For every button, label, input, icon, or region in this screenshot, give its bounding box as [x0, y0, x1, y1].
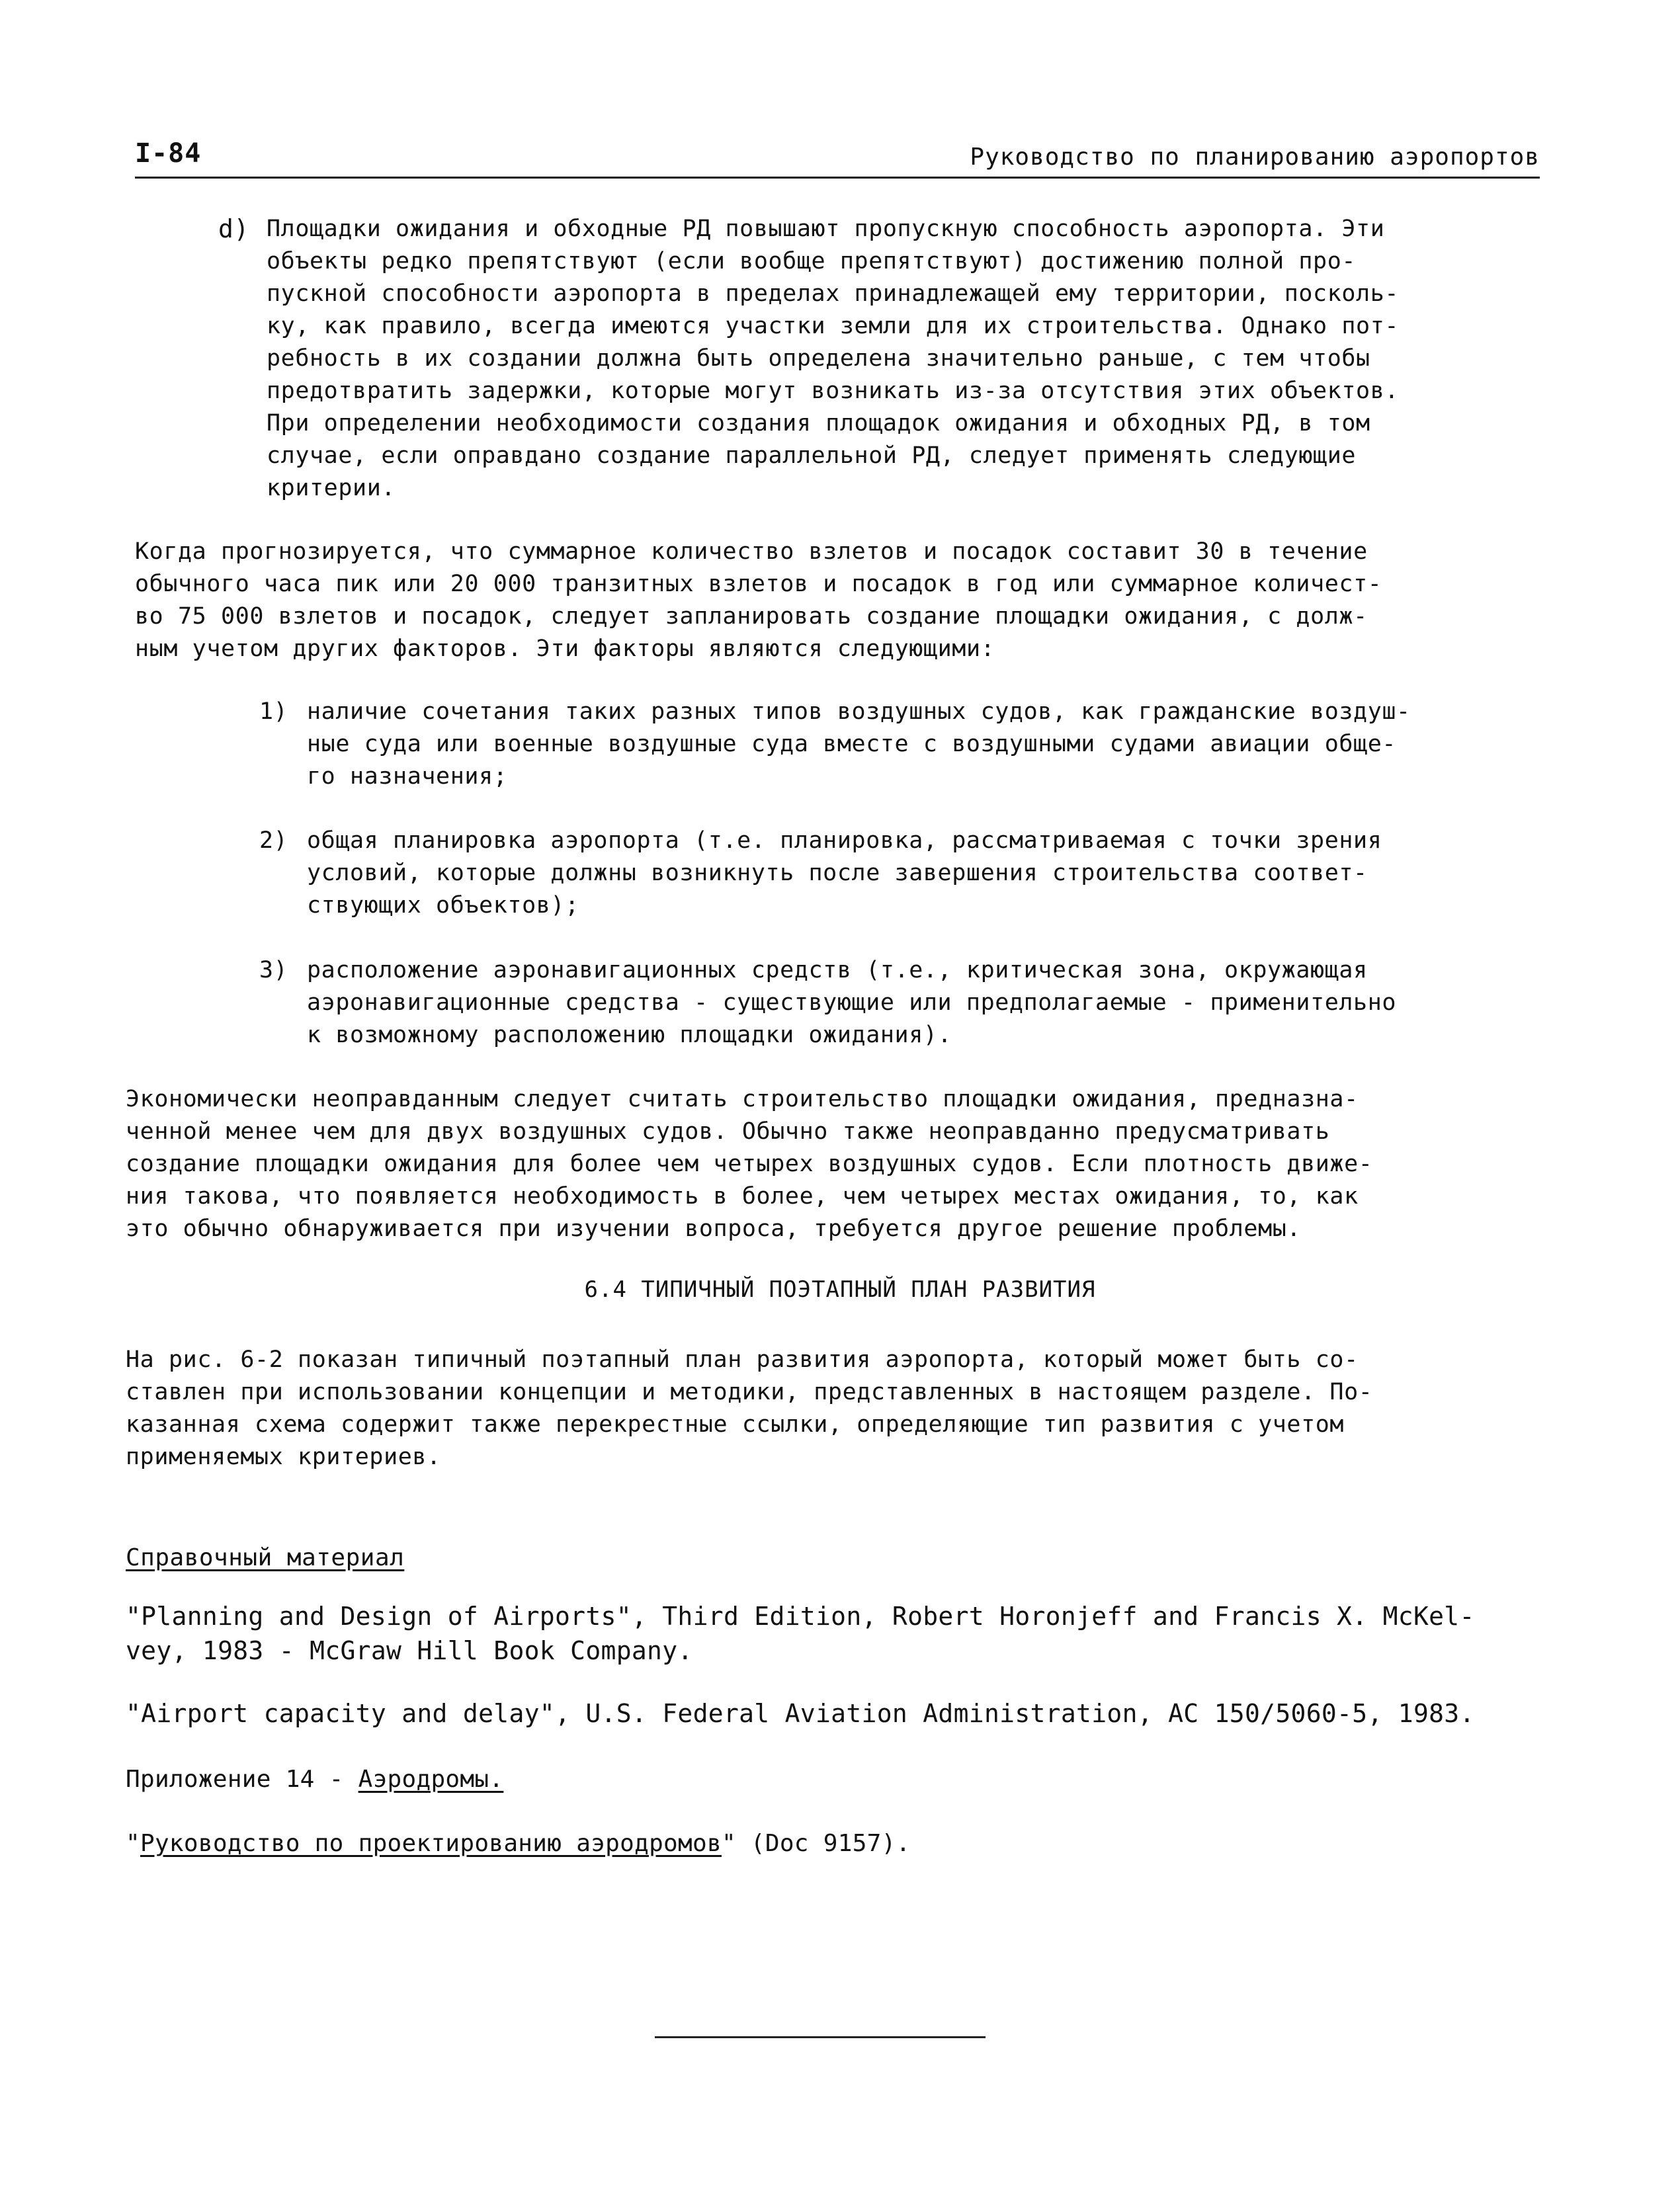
text-line: объекты редко препятствуют (если вообще препятствуют) достижению полной про-	[267, 248, 1357, 274]
text-line: ным учетом других факторов. Эти факторы являются следующими:	[135, 636, 995, 662]
text-line: применяемых критериев.	[126, 1444, 441, 1470]
factor-text	[307, 825, 1382, 922]
text-line: ку, как правило, всегда имеются участки земли для их строительства. Однако пот-	[267, 313, 1400, 339]
running-title: Руководство по планированию аэропортов	[970, 144, 1540, 171]
item-d-text	[267, 213, 1399, 505]
reference-prefix: Приложение 14 -	[126, 1766, 358, 1793]
text-line: vey, 1983 - McGraw Hill Book Company.	[126, 1636, 693, 1665]
text-line: ченной менее чем для двух воздушных судов. Обычно также неоправданно предусматривать	[126, 1118, 1330, 1145]
reference-open-quote: "	[126, 1830, 140, 1857]
reference-1	[126, 1599, 1475, 1668]
text-line: наличие сочетания таких разных типов воздушных судов, как гражданские воздуш-	[307, 698, 1411, 725]
text-line: Экономически неоправданным следует считать строительство площадки ожидания, предназна-	[126, 1086, 1359, 1112]
text-line: условий, которые должны возникнуть после завершения строительства соответ-	[307, 860, 1368, 886]
text-line: ствующих объектов);	[307, 892, 579, 919]
text-line: На рис. 6-2 показан типичный поэтапный план развития аэропорта, который может быть со-	[126, 1346, 1359, 1373]
text-line: Площадки ожидания и обходные РД повышают пропускную способность аэропорта. Эти	[267, 216, 1385, 242]
references-heading: Справочный материал	[126, 1544, 405, 1571]
paragraph-development-plan	[126, 1344, 1372, 1473]
text-line: критерии.	[267, 475, 396, 501]
end-rule	[655, 2036, 986, 2038]
text-line: к возможному расположению площадки ожидания).	[307, 1022, 952, 1048]
section-heading	[0, 1276, 1680, 1303]
text-line: го назначения;	[307, 763, 508, 790]
paragraph-criteria	[135, 536, 1382, 665]
text-line: ставлен при использовании концепции и методики, представленных в настоящем разделе. По-	[126, 1379, 1373, 1405]
reference-4	[126, 1827, 911, 1861]
text-line: аэронавигационные средства - существующие или предполагаемые - применительно	[307, 989, 1397, 1016]
text-line: Когда прогнозируется, что суммарное количество взлетов и посадок составит 30 в течение	[135, 538, 1368, 565]
text-line: это обычно обнаруживается при изучении вопроса, требуется другое решение проблемы.	[126, 1216, 1302, 1242]
reference-title: Руководство по проектированию аэродромов	[140, 1830, 722, 1857]
text-line: общая планировка аэропорта (т.е. планировка, рассматриваемая с точки зрения	[307, 827, 1382, 854]
text-line: случае, если оправдано создание параллельной РД, следует применять следующие	[267, 442, 1357, 469]
factor-text	[307, 696, 1411, 793]
text-line: ные суда или военные воздушные суда вместе с воздушными судами авиации обще-	[307, 731, 1397, 757]
text-line: во 75 000 взлетов и посадок, следует запланировать создание площадки ожидания, с долж-	[135, 603, 1368, 630]
text-line: пускной способности аэропорта в пределах принадлежащей ему территории, посколь-	[267, 280, 1400, 307]
reference-2	[126, 1696, 1475, 1731]
text-line: предотвратить задержки, которые могут возникать из-за отсутствия этих объектов.	[267, 378, 1400, 404]
text-line: расположение аэронавигационных средств (т.е., критическая зона, окружающая	[307, 957, 1368, 983]
text-line: обычного часа пик или 20 000 транзитных взлетов и посадок в год или суммарное количест-	[135, 571, 1382, 597]
text-line: казанная схема содержит также перекрестные ссылки, определяющие тип развития с учетом	[126, 1411, 1345, 1438]
reference-title: Аэродромы.	[358, 1766, 504, 1793]
text-line: создание площадки ожидания для более чем четырех воздушных судов. Если плотность движе-	[126, 1151, 1373, 1177]
section-heading-text: 6.4 ТИПИЧНЫЙ ПОЭТАПНЫЙ ПЛАН РАЗВИТИЯ	[584, 1276, 1096, 1303]
reference-3	[126, 1762, 503, 1797]
factor-marker: 1)	[259, 698, 288, 725]
text-line: "Airport capacity and delay", U.S. Federal Aviation Administration, AC 150/5060-5, 1983.	[126, 1699, 1475, 1728]
reference-suffix: " (Doc 9157).	[721, 1830, 911, 1857]
factor-marker: 3)	[259, 957, 288, 983]
text-line: ребность в их создании должна быть определена значительно раньше, с тем чтобы	[267, 345, 1370, 372]
text-line: При определении необходимости создания площадок ожидания и обходных РД, в том	[267, 410, 1370, 436]
factor-marker: 2)	[259, 827, 288, 854]
factor-text	[307, 954, 1396, 1052]
item-d-marker: d)	[218, 214, 249, 243]
paragraph-economics	[126, 1083, 1372, 1245]
text-line: "Planning and Design of Airports", Third Edition, Robert Horonjeff and Francis X. McKel-	[126, 1602, 1475, 1631]
text-line: ния такова, что появляется необходимость в более, чем четырех местах ожидания, то, как	[126, 1183, 1359, 1210]
page-header	[135, 136, 1540, 179]
page-number: I-84	[135, 138, 202, 169]
